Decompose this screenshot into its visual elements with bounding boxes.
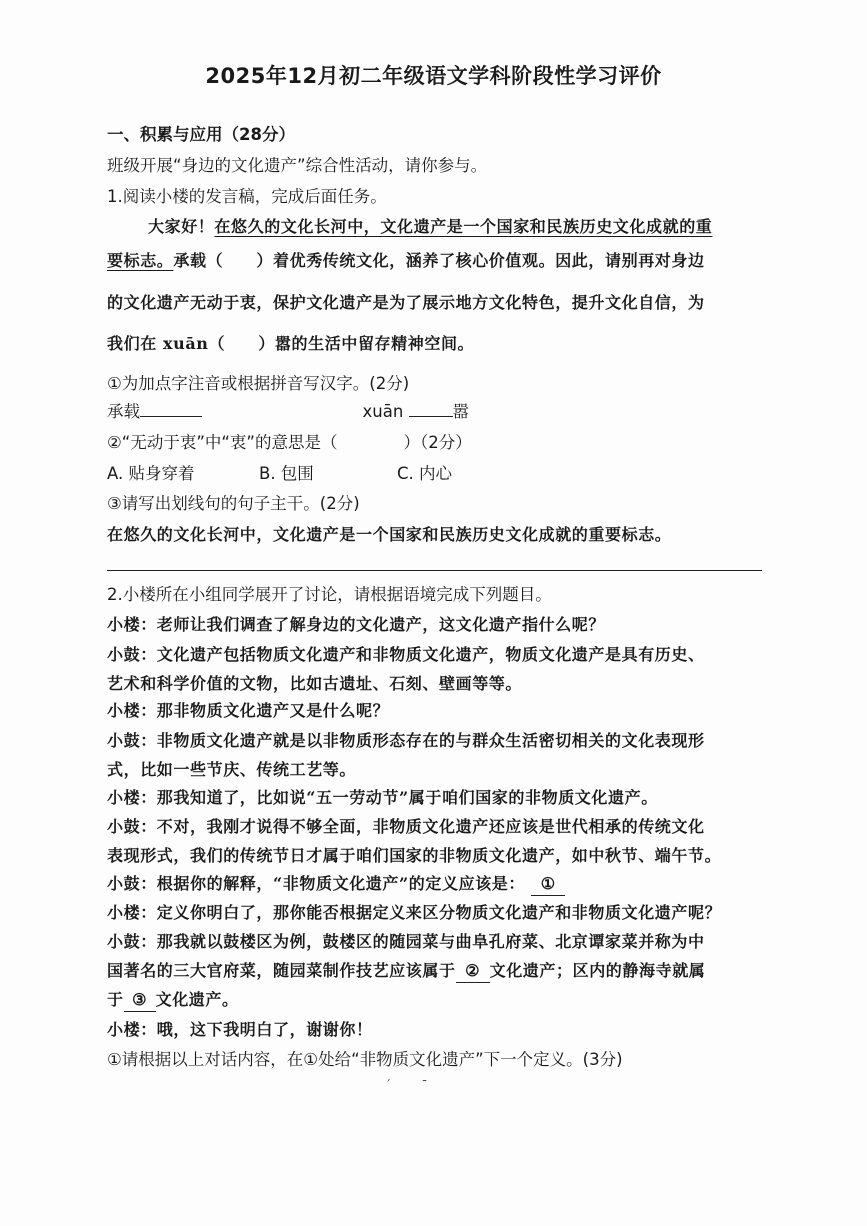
passage-greeting: 大家好！	[148, 217, 215, 236]
question-1-prompt: 1.阅读小楼的发言稿，完成后面任务。	[107, 187, 387, 206]
passage-line-1	[148, 216, 767, 238]
item-b-pinyin: xuān	[362, 402, 404, 421]
example-line-2-mid: 文化遗产；区内的静海寺就属	[489, 961, 706, 980]
sub1-items	[107, 400, 767, 423]
dialogue-line-5: 小鼓：非物质文化遗产就是以非物质形态存在的与群众生活密切相关的文化表现形	[107, 731, 705, 750]
example-line-3-end: 文化遗产。	[155, 990, 239, 1009]
dialogue-example-line-1: 小鼓：那我就以鼓楼区为例，鼓楼区的随园菜与曲阜孔府菜、北京谭家菜并称为中	[107, 932, 705, 951]
answer-blank-b[interactable]	[409, 400, 453, 417]
underlined-sentence-part-2: 要标志。	[107, 251, 174, 270]
example-line-3-start: 于	[107, 990, 124, 1009]
item-b-char: 嚣	[452, 402, 470, 421]
sub2-prompt: ②“无动于衷”中“衷”的意思是（ ）（2分）	[107, 433, 472, 452]
option-a[interactable]: A. 贴身穿着	[107, 464, 195, 483]
passage-line-3: 的文化遗产无动于衷，保护文化遗产是为了展示地方文化特色，提升文化自信，为	[107, 293, 705, 312]
dialogue-line-8: 小鼓：不对，我刚才说得不够全面，非物质文化遗产还应该是世代相承的传统文化	[107, 817, 705, 836]
sub1-prompt: ①为加点字注音或根据拼音写汉字。(2分)	[107, 374, 410, 393]
dialogue-line-1: 小楼：老师让我们调查了解身边的文化遗产，这文化遗产指什么呢？	[107, 615, 606, 634]
dialogue-ask-line: 小楼：定义你明白了，那你能否根据定义来区分物质文化遗产和非物质文化遗产呢？	[107, 903, 722, 922]
dialogue-example-line-3	[107, 989, 767, 1012]
passage-line-2-rest: 承载（ ）着优秀传统文化，涵养了核心价值观。因此，请别再对身边	[173, 251, 705, 270]
dialogue-definition-line	[107, 873, 767, 896]
scan-mark: ˊ ˉ	[385, 1078, 428, 1092]
option-c[interactable]: C. 内心	[397, 464, 453, 483]
dialogue-line-7: 小楼：那我知道了，比如说“五一劳动节”属于咱们国家的非物质文化遗产。	[107, 788, 658, 807]
dialogue-end-line: 小楼：哦，这下我明白了，谢谢你！	[107, 1020, 373, 1039]
passage-line-2	[107, 250, 767, 272]
example-line-2-start: 国著名的三大官府菜，随园菜制作技艺应该属于	[107, 961, 456, 980]
underlined-sentence-part-1: 在悠久的文化长河中，文化遗产是一个国家和民族历史文化成就的重	[214, 217, 713, 236]
sub2-options	[107, 463, 767, 485]
option-b[interactable]: B. 包围	[259, 464, 314, 483]
dialogue-line-3: 艺术和科学价值的文物，比如古遗址、石刻、壁画等等。	[107, 674, 523, 693]
dialogue-line-2: 小鼓：文化遗产包括物质文化遗产和非物质文化遗产，物质文化遗产是具有历史、	[107, 645, 705, 664]
section-heading: 一、积累与应用（28分）	[107, 125, 295, 144]
answer-blank-3[interactable]: ③	[124, 989, 156, 1012]
answer-blank-2[interactable]: ②	[456, 960, 490, 983]
answer-line[interactable]	[107, 570, 762, 571]
q2-sub1-prompt: ①请根据以上对话内容，在①处给“非物质文化遗产”下一个定义。(3分)	[107, 1050, 623, 1069]
section-intro: 班级开展“身边的文化遗产”综合性活动，请你参与。	[107, 156, 488, 175]
dialogue-line-6: 式，比如一些节庆、传统工艺等。	[107, 760, 357, 779]
answer-blank-a[interactable]	[140, 400, 202, 417]
sub3-sentence: 在悠久的文化长河中，文化遗产是一个国家和民族历史文化成就的重要标志。	[107, 525, 672, 544]
answer-blank-1[interactable]: ①	[531, 873, 565, 896]
dialogue-example-line-2	[107, 960, 767, 983]
item-a-word: 承载	[107, 402, 140, 421]
passage-line-4: 我们在 xuān（ ）嚣的生活中留存精神空间。	[107, 334, 475, 353]
definition-line-text: 小鼓：根据你的解释，“非物质文化遗产”的定义应该是：	[107, 874, 526, 893]
question-2-prompt: 2.小楼所在小组同学展开了讨论，请根据语境完成下列题目。	[107, 585, 552, 604]
page-title: 2025年12月初二年级语文学科阶段性学习评价	[205, 64, 662, 88]
dialogue-line-4: 小楼：那非物质文化遗产又是什么呢？	[107, 701, 390, 720]
dialogue-line-9: 表现形式，我们的传统节日才属于咱们国家的非物质文化遗产，如中秋节、端午节。	[107, 846, 722, 865]
sub3-prompt: ③请写出划线句的句子主干。(2分)	[107, 494, 360, 513]
